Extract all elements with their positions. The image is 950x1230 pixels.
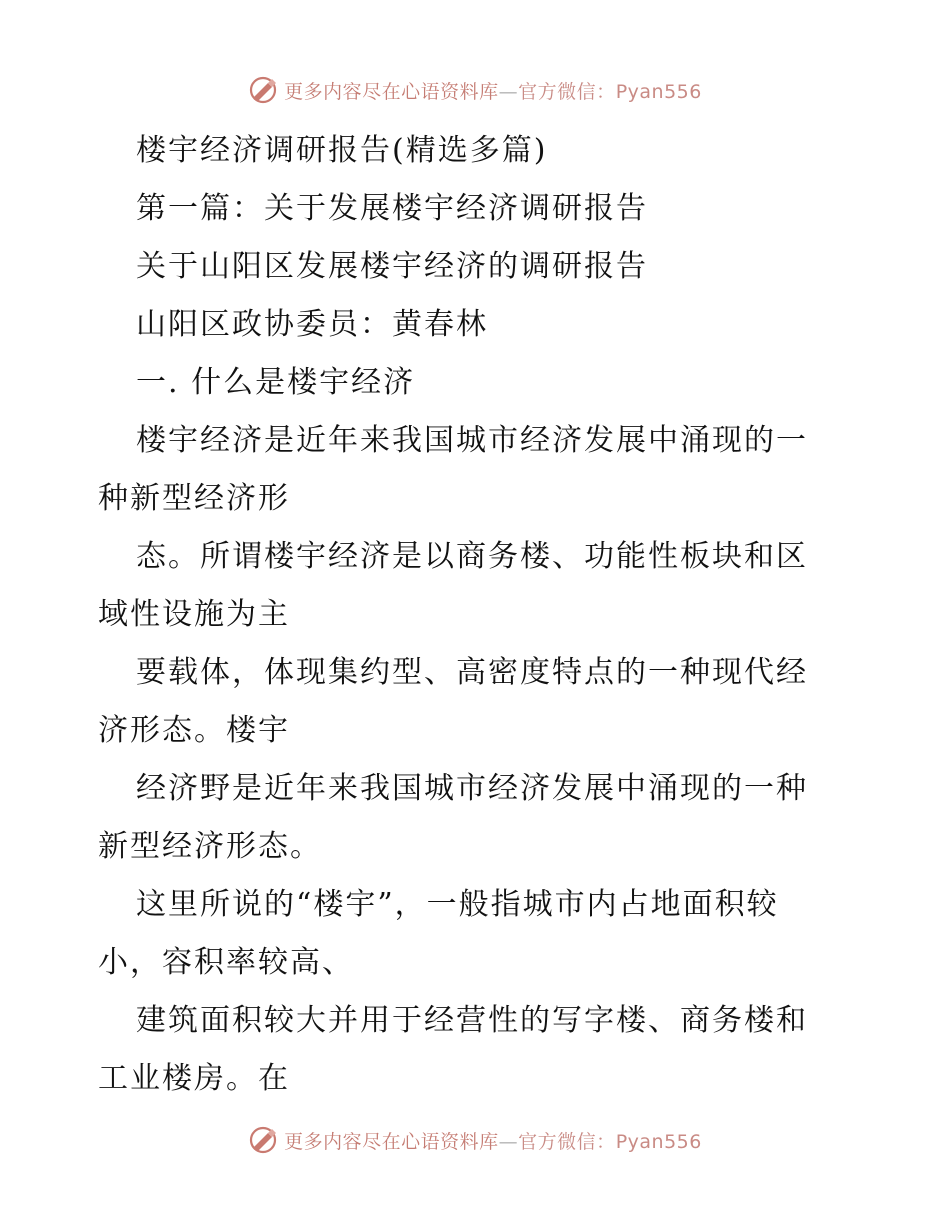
report-subtitle: 关于山阳区发展楼宇经济的调研报告 <box>136 249 648 284</box>
watermark-text <box>284 1127 702 1154</box>
paragraph-line: 态。所谓楼宇经济是以商务楼、功能性板块和区 <box>136 539 808 574</box>
author-line: 山阳区政协委员：黄春林 <box>136 307 488 342</box>
paragraph-line: 楼宇经济是近年来我国城市经济发展中涌现的一 <box>136 423 808 458</box>
section-heading: 一. 什么是楼宇经济 <box>136 365 416 400</box>
watermark-account: Pyan556 <box>615 1130 702 1153</box>
document-body <box>98 122 858 1108</box>
paragraph-line: 经济野是近年来我国城市经济发展中涌现的一种 <box>136 771 808 806</box>
header-watermark <box>0 70 950 110</box>
watermark-account: Pyan556 <box>615 80 702 103</box>
watermark-main: 更多内容尽在心语资料库 <box>284 1130 499 1153</box>
paragraph-line: 济形态。楼宇 <box>98 713 290 748</box>
paragraph-line: 小，容积率较高、 <box>98 945 354 980</box>
watermark-text <box>284 77 702 104</box>
paragraph-line: 新型经济形态。 <box>98 829 322 864</box>
watermark-sub: 官方微信： <box>518 80 616 103</box>
chapter-heading: 第一篇：关于发展楼宇经济调研报告 <box>136 191 648 226</box>
paragraph-line: 要载体，体现集约型、高密度特点的一种现代经 <box>136 655 808 690</box>
paragraph-line: 这里所说的“楼宇”，一般指城市内占地面积较 <box>136 887 779 922</box>
watermark-main: 更多内容尽在心语资料库 <box>284 80 499 103</box>
paragraph-line: 工业楼房。在 <box>98 1061 290 1096</box>
watermark-separator: — <box>498 1130 519 1153</box>
watermark-sub: 官方微信： <box>518 1130 616 1153</box>
document-title: 楼宇经济调研报告(精选多篇) <box>136 133 548 168</box>
paragraph-line: 种新型经济形 <box>98 481 290 516</box>
footer-watermark <box>0 1120 950 1160</box>
pen-logo-icon <box>248 75 278 105</box>
paragraph-line: 域性设施为主 <box>98 597 290 632</box>
watermark-separator: — <box>498 80 519 103</box>
paragraph-line: 建筑面积较大并用于经营性的写字楼、商务楼和 <box>136 1003 808 1038</box>
pen-logo-icon <box>248 1125 278 1155</box>
